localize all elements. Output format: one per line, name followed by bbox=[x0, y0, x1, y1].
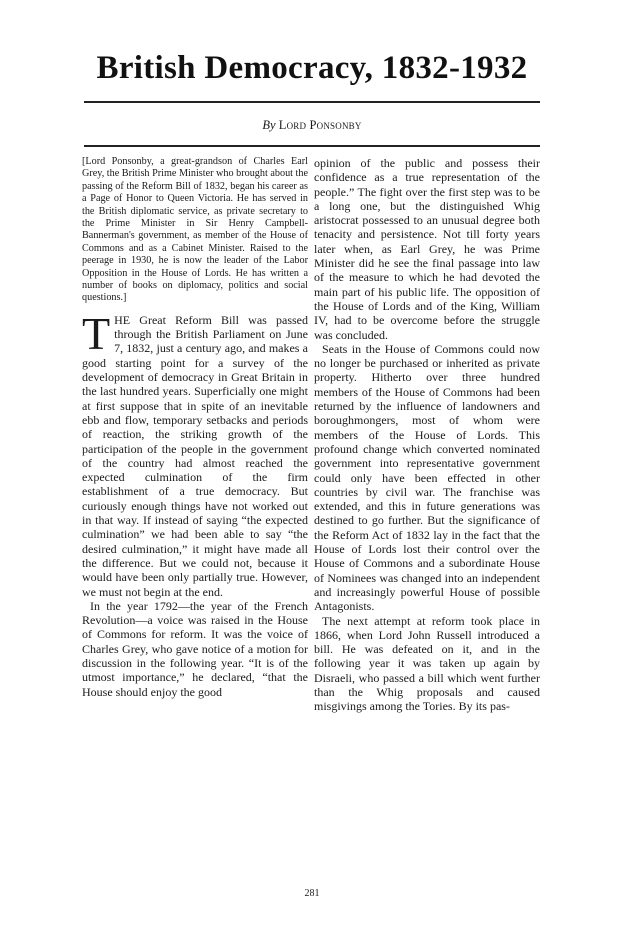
column-left bbox=[82, 156, 308, 699]
paragraph-1792: In the year 1792—the year of the French Revolution—a voice was raised in the House of Commons for reform. It was the voice of Charles Grey, who gave notice of a motion for discussion in the following year. “It is of the utmost importance,” he declared, “that the House should enjoy the good bbox=[82, 598, 308, 699]
byline bbox=[0, 118, 624, 133]
opening-text: Great Reform Bill was passed through the British Parliament on June 7, 1832, just a century ago, and makes a good starting point for a survey of the development of democracy in Great Britain in the last hundred years. Superficially one might at first suppose that in spite of an inevitable ebb and flow, temporary setbacks and periods of reaction, the striking growth of the participation of the people in the government of the country had almost reached the expected culmination of the firm establishment of a true democracy. But curiously enough things have not worked out in that way. If instead of saying “the expected culmination” we had been able to say “the desired culmination,” it might have made all the difference. But we could not, because it would have been only partially true. However, we must not begin at the end. bbox=[82, 312, 308, 599]
drop-cap: T bbox=[82, 307, 111, 359]
title-rule-bottom bbox=[84, 145, 540, 147]
byline-author: Lord Ponsonby bbox=[278, 118, 362, 132]
page-number: 281 bbox=[304, 888, 320, 899]
opening-lead: HE bbox=[114, 312, 131, 327]
paragraph-continued: opinion of the public and possess their confidence as a true representation of the people.” The fight over the first step was to be a long one, but the distinguished Whig aristocrat possessed to an unusual degree both tenacity and persistence. Not till forty years later when, as Earl Grey, he was Prime Minister did he see the final passage into law of the measure to which he had devoted the main part of his public life. The opposition of the House of Lords and of the King, William IV, had to be overcome before the struggle was concluded. bbox=[314, 156, 540, 342]
title-rule-top bbox=[84, 101, 540, 103]
paragraph-1866: The next attempt at reform took place in 1866, when Lord John Russell introduced a bill. He was defeated on it, and in the following year it was taken up again by Disraeli, who passed a bill which went further than the Whig proposals and caused misgivings among the Tories. By its pas- bbox=[314, 613, 540, 714]
paragraph-opening bbox=[82, 307, 308, 599]
paragraph-seats: Seats in the House of Commons could now no longer be purchased or inherited as private property. Hitherto over three hundred members of the House of Commons had been returned by the influence of landowners and boroughmongers, most of whom were members of the House of Lords. This profound change which converted nominated government into representative government could only have been effected in other countries by civil war. The franchise was extended, and this in future generations was destined to go further. But the significance of the Reform Act of 1832 lay in the fact that the House of Lords lost their control over the House of Commons and a subordinate House of Nominees was changed into an independent and increasingly powerful House of possible Antagonists. bbox=[314, 341, 540, 614]
author-note: [Lord Ponsonby, a great-grandson of Charles Earl Grey, the British Prime Minister who brought about the passing of the Reform Bill of 1832, began his career as a Page of Honor to Queen Victoria. He has served in the British diplomatic service, as private secretary to the Prime Minister in Sir Henry Campbell-Bannerman's government, as member of the House of Commons and as a Cabinet Minister. Raised to the peerage in 1930, he is now the leader of the Labor Opposition in the House of Lords. He has written a number of books on diplomacy, politics and social questions.] bbox=[82, 156, 308, 304]
byline-prefix: By bbox=[262, 118, 276, 132]
article-title: British Democracy, 1832-1932 bbox=[96, 50, 528, 86]
column-right bbox=[314, 156, 540, 714]
